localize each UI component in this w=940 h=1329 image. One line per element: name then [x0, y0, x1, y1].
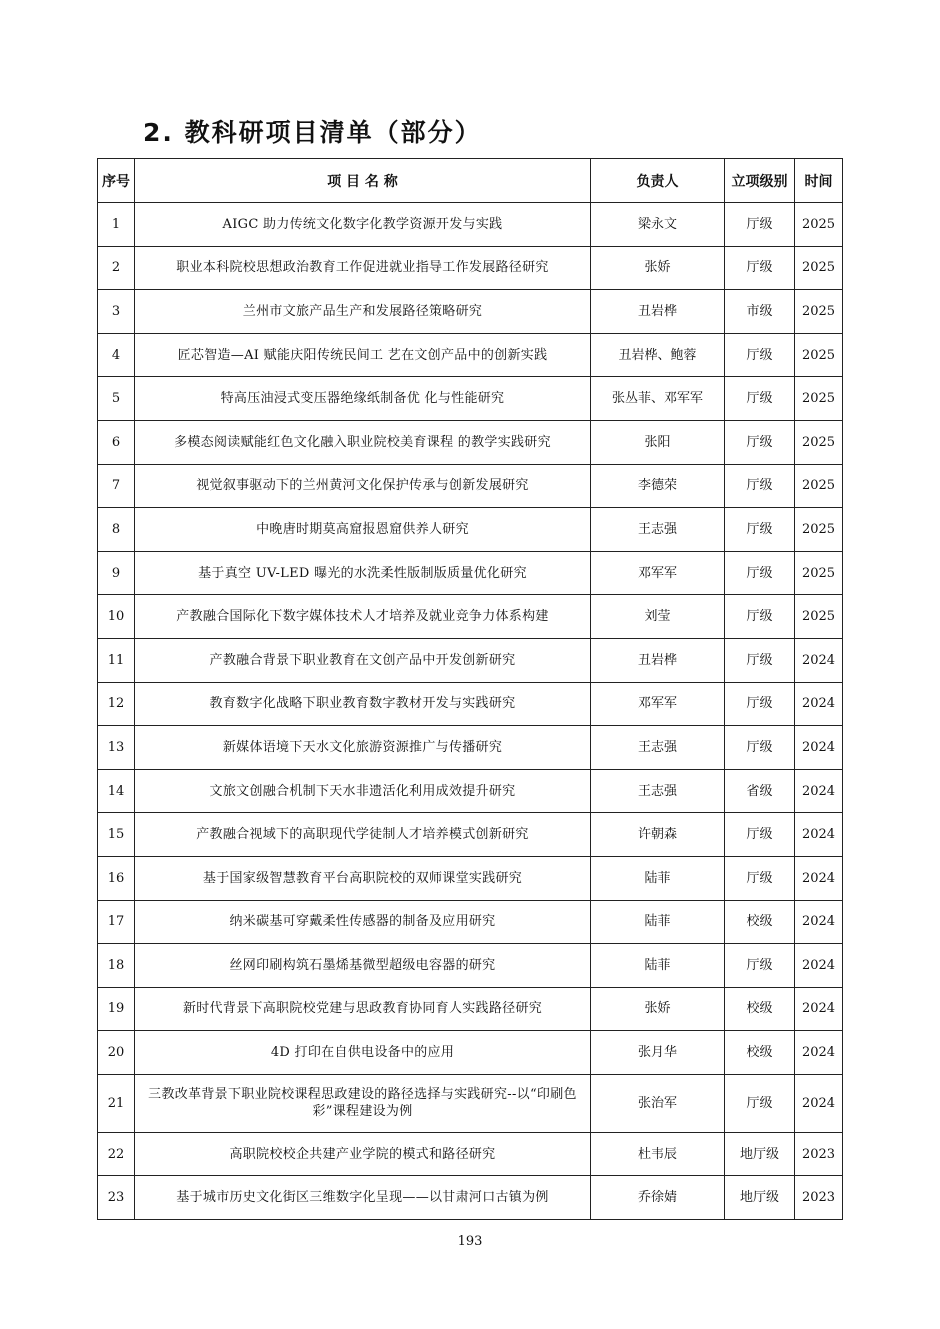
header-index: 序号 — [98, 159, 135, 203]
row-project-name: 产教融合国际化下数字媒体技术人才培养及就业竞争力体系构建 — [135, 595, 591, 639]
row-project-name: 纳米碳基可穿戴柔性传感器的制备及应用研究 — [135, 900, 591, 944]
row-level: 厅级 — [725, 508, 795, 552]
table-row — [98, 638, 843, 682]
row-project-name: 基于城市历史文化街区三维数字化呈现——以甘肃河口古镇为例 — [135, 1176, 591, 1220]
row-level: 地厅级 — [725, 1176, 795, 1220]
row-owner: 邓军军 — [591, 551, 725, 595]
table-row — [98, 203, 843, 247]
row-year: 2025 — [795, 595, 843, 639]
table-row — [98, 813, 843, 857]
row-year: 2024 — [795, 1074, 843, 1132]
row-owner: 张治军 — [591, 1074, 725, 1132]
row-owner: 张阳 — [591, 420, 725, 464]
row-project-name: 产教融合背景下职业教育在文创产品中开发创新研究 — [135, 638, 591, 682]
row-year: 2025 — [795, 508, 843, 552]
row-index: 14 — [98, 769, 135, 813]
row-project-name: 高职院校校企共建产业学院的模式和路径研究 — [135, 1132, 591, 1176]
table-row — [98, 595, 843, 639]
table-row — [98, 508, 843, 552]
row-owner: 邓军军 — [591, 682, 725, 726]
row-index: 21 — [98, 1074, 135, 1132]
row-index: 9 — [98, 551, 135, 595]
row-index: 11 — [98, 638, 135, 682]
row-level: 厅级 — [725, 856, 795, 900]
row-level: 厅级 — [725, 1074, 795, 1132]
row-project-name: AIGC 助力传统文化数字化教学资源开发与实践 — [135, 203, 591, 247]
table-header-row — [98, 159, 843, 203]
row-owner: 王志强 — [591, 769, 725, 813]
row-project-name: 匠芯智造—AI 赋能庆阳传统民间工 艺在文创产品中的创新实践 — [135, 333, 591, 377]
row-owner: 许朝森 — [591, 813, 725, 857]
table-row — [98, 551, 843, 595]
table-row — [98, 1031, 843, 1075]
row-index: 20 — [98, 1031, 135, 1075]
row-year: 2025 — [795, 377, 843, 421]
row-year: 2025 — [795, 333, 843, 377]
row-project-name: 特高压油浸式变压器绝缘纸制备优 化与性能研究 — [135, 377, 591, 421]
row-level: 厅级 — [725, 377, 795, 421]
row-level: 市级 — [725, 290, 795, 334]
row-owner: 陆菲 — [591, 856, 725, 900]
row-year: 2024 — [795, 1031, 843, 1075]
row-level: 校级 — [725, 900, 795, 944]
row-level: 厅级 — [725, 638, 795, 682]
table-row — [98, 377, 843, 421]
row-owner: 陆菲 — [591, 900, 725, 944]
row-owner: 刘莹 — [591, 595, 725, 639]
row-project-name: 教育数字化战略下职业教育数字教材开发与实践研究 — [135, 682, 591, 726]
row-owner: 张娇 — [591, 987, 725, 1031]
row-index: 3 — [98, 290, 135, 334]
row-owner: 丑岩桦 — [591, 290, 725, 334]
row-year: 2025 — [795, 290, 843, 334]
row-owner: 乔徐婧 — [591, 1176, 725, 1220]
row-project-name: 兰州市文旅产品生产和发展路径策略研究 — [135, 290, 591, 334]
row-level: 校级 — [725, 987, 795, 1031]
row-year: 2024 — [795, 638, 843, 682]
row-year: 2024 — [795, 987, 843, 1031]
header-year: 时间 — [795, 159, 843, 203]
row-project-name: 产教融合视域下的高职现代学徒制人才培养模式创新研究 — [135, 813, 591, 857]
row-owner: 丑岩桦 — [591, 638, 725, 682]
row-year: 2024 — [795, 900, 843, 944]
table-row — [98, 769, 843, 813]
row-owner: 张丛菲、邓军军 — [591, 377, 725, 421]
row-level: 厅级 — [725, 813, 795, 857]
table-row — [98, 246, 843, 290]
table-row — [98, 1132, 843, 1176]
table-body — [98, 203, 843, 1220]
row-project-name: 多模态阅读赋能红色文化融入职业院校美育课程 的教学实践研究 — [135, 420, 591, 464]
row-level: 省级 — [725, 769, 795, 813]
row-level: 厅级 — [725, 726, 795, 770]
row-level: 厅级 — [725, 246, 795, 290]
table-row — [98, 420, 843, 464]
row-index: 1 — [98, 203, 135, 247]
row-project-name: 4D 打印在自供电设备中的应用 — [135, 1031, 591, 1075]
row-owner: 陆菲 — [591, 944, 725, 988]
section-heading: 2. 教科研项目清单（部分） — [143, 118, 482, 147]
row-level: 厅级 — [725, 551, 795, 595]
row-project-name: 基于国家级智慧教育平台高职院校的双师课堂实践研究 — [135, 856, 591, 900]
row-project-name: 丝网印刷构筑石墨烯基微型超级电容器的研究 — [135, 944, 591, 988]
row-year: 2025 — [795, 203, 843, 247]
table-row — [98, 1074, 843, 1132]
table-row — [98, 1176, 843, 1220]
row-level: 厅级 — [725, 420, 795, 464]
row-year: 2024 — [795, 726, 843, 770]
row-owner: 张月华 — [591, 1031, 725, 1075]
row-owner: 梁永文 — [591, 203, 725, 247]
table-row — [98, 290, 843, 334]
row-year: 2025 — [795, 246, 843, 290]
row-index: 2 — [98, 246, 135, 290]
row-project-name: 文旅文创融合机制下天水非遗活化利用成效提升研究 — [135, 769, 591, 813]
row-index: 8 — [98, 508, 135, 552]
row-year: 2025 — [795, 420, 843, 464]
row-project-name: 新时代背景下高职院校党建与思政教育协同育人实践路径研究 — [135, 987, 591, 1031]
row-year: 2025 — [795, 464, 843, 508]
table-row — [98, 464, 843, 508]
row-index: 5 — [98, 377, 135, 421]
row-project-name: 中晚唐时期莫高窟报恩窟供养人研究 — [135, 508, 591, 552]
table-row — [98, 682, 843, 726]
row-level: 厅级 — [725, 464, 795, 508]
row-index: 17 — [98, 900, 135, 944]
row-year: 2024 — [795, 944, 843, 988]
row-owner: 张娇 — [591, 246, 725, 290]
row-project-name: 三教改革背景下职业院校课程思政建设的路径选择与实践研究--以“印刷色彩”课程建设为例 — [135, 1074, 591, 1132]
table-row — [98, 333, 843, 377]
row-index: 19 — [98, 987, 135, 1031]
page-number: 193 — [457, 1234, 483, 1249]
table-row — [98, 944, 843, 988]
row-project-name: 新媒体语境下天水文化旅游资源推广与传播研究 — [135, 726, 591, 770]
row-index: 16 — [98, 856, 135, 900]
row-index: 12 — [98, 682, 135, 726]
row-index: 6 — [98, 420, 135, 464]
row-owner: 王志强 — [591, 508, 725, 552]
table-row — [98, 726, 843, 770]
row-level: 地厅级 — [725, 1132, 795, 1176]
row-owner: 丑岩桦、鲍蓉 — [591, 333, 725, 377]
row-index: 15 — [98, 813, 135, 857]
row-index: 13 — [98, 726, 135, 770]
row-year: 2023 — [795, 1176, 843, 1220]
row-project-name: 职业本科院校思想政治教育工作促进就业指导工作发展路径研究 — [135, 246, 591, 290]
header-owner: 负责人 — [591, 159, 725, 203]
row-index: 7 — [98, 464, 135, 508]
row-level: 厅级 — [725, 595, 795, 639]
row-owner: 杜韦辰 — [591, 1132, 725, 1176]
table-row — [98, 900, 843, 944]
row-owner: 李德荣 — [591, 464, 725, 508]
row-level: 厅级 — [725, 944, 795, 988]
header-level: 立项级别 — [725, 159, 795, 203]
row-index: 23 — [98, 1176, 135, 1220]
row-year: 2025 — [795, 551, 843, 595]
row-year: 2024 — [795, 682, 843, 726]
row-year: 2024 — [795, 813, 843, 857]
row-level: 校级 — [725, 1031, 795, 1075]
row-index: 4 — [98, 333, 135, 377]
row-index: 18 — [98, 944, 135, 988]
row-year: 2024 — [795, 856, 843, 900]
header-project-name: 项 目 名 称 — [135, 159, 591, 203]
row-project-name: 视觉叙事驱动下的兰州黄河文化保护传承与创新发展研究 — [135, 464, 591, 508]
row-year: 2024 — [795, 769, 843, 813]
table-row — [98, 987, 843, 1031]
row-year: 2023 — [795, 1132, 843, 1176]
project-table — [97, 158, 843, 1220]
row-level: 厅级 — [725, 333, 795, 377]
row-index: 22 — [98, 1132, 135, 1176]
row-level: 厅级 — [725, 682, 795, 726]
row-project-name: 基于真空 UV-LED 曝光的水洗柔性版制版质量优化研究 — [135, 551, 591, 595]
row-index: 10 — [98, 595, 135, 639]
row-owner: 王志强 — [591, 726, 725, 770]
row-level: 厅级 — [725, 203, 795, 247]
table-row — [98, 856, 843, 900]
